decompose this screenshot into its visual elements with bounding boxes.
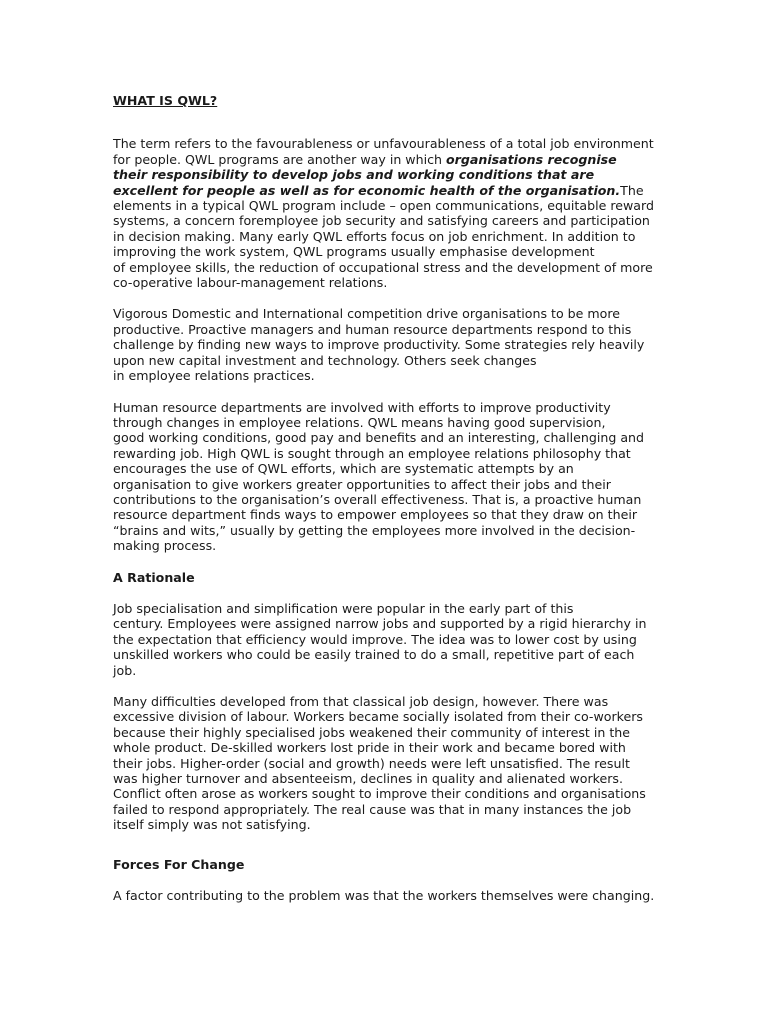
text-line: challenge by finding new ways to improve productivity. Some strategies rely heavily [113,337,645,353]
text-line: job. [113,662,137,678]
text-line: because their highly specialised jobs weakened their community of interest in the [113,724,631,740]
text-line: Many difficulties developed from that classical job design, however. There was [113,694,609,709]
paragraph-definition [113,136,658,290]
text-line: whole product. De-skilled workers lost pride in their work and became bored with [113,740,626,756]
text-line: “brains and wits,” usually by getting the employees more involved in the decision- [113,522,636,538]
text-line: Human resource departments are involved with efforts to improve productivity [113,399,611,415]
section-heading-forces: Forces For Change [113,856,245,872]
text-line: Conflict often arose as workers sought to improve their conditions and organisations [113,786,646,802]
text-line: century. Employees were assigned narrow jobs and supported by a rigid hierarchy in [113,616,647,632]
text-line: Job specialisation and simplification were popular in the early part of this [113,600,574,616]
text-line: The term refers to the favourableness or unfavourableness of a total job environment [113,136,654,152]
text-line: rewarding job. High QWL is sought through an employee relations philosophy that [113,445,631,461]
document-title: WHAT IS QWL? [113,93,218,108]
text-line: through changes in employee relations. QWL means having good supervision, [113,414,606,430]
text-line: of employee skills, the reduction of occupational stress and the development of more [113,259,653,275]
text-run: The [620,182,644,198]
text-line [113,152,658,167]
text-line: resource department finds ways to empower employees so that they draw on their [113,507,638,523]
text-line: was higher turnover and absenteeism, declines in quality and alienated workers. [113,771,623,787]
paragraph-forces [113,888,658,903]
text-line: productive. Proactive managers and human resource departments respond to this [113,321,632,337]
text-line: A factor contributing to the problem was that the workers themselves were changing. [113,888,655,904]
text-line: co-operative labour-management relations. [113,275,388,291]
text-line: in decision making. Many early QWL efforts focus on job enrichment. In addition to [113,228,636,244]
emphasis-line: their responsibility to develop jobs and working conditions that are [113,167,595,183]
document-page [113,93,658,903]
text-line [113,183,658,198]
text-line: Vigorous Domestic and International competition drive organisations to be more [113,306,621,322]
emphasis-text: excellent for people as well as for economic health of the organisation. [113,182,621,198]
text-line: unskilled workers who could be easily trained to do a small, repetitive part of each [113,647,635,663]
text-line: in employee relations practices. [113,368,315,384]
text-line: itself simply was not satisfying. [113,817,311,833]
paragraph-hr-departments [113,400,658,554]
paragraph-specialisation [113,601,658,678]
text-run: for people. QWL programs are another way in which [113,151,446,167]
text-line: failed to respond appropriately. The real cause was that in many instances the job [113,801,632,817]
text-line: elements in a typical QWL program include – open communications, equitable reward [113,198,654,214]
text-line: encourages the use of QWL efforts, which are systematic attempts by an [113,461,574,477]
text-line: the expectation that efficiency would improve. The idea was to lower cost by using [113,631,637,647]
paragraph-difficulties [113,694,658,833]
text-line: excessive division of labour. Workers became socially isolated from their co-workers [113,709,643,725]
text-line: good working conditions, good pay and benefits and an interesting, challenging and [113,430,645,446]
text-line: systems, a concern foremployee job security and satisfying careers and participation [113,213,650,229]
text-line: organisation to give workers greater opportunities to affect their jobs and their [113,476,611,492]
text-line: making process. [113,538,217,554]
emphasis-text: organisations recognise [446,151,617,167]
text-line: upon new capital investment and technology. Others seek changes [113,352,537,368]
text-line: improving the work system, QWL programs usually emphasise development [113,244,595,260]
text-line: contributions to the organisation’s overall effectiveness. That is, a proactive human [113,491,642,507]
section-heading-rationale: A Rationale [113,569,195,585]
text-line: their jobs. Higher-order (social and growth) needs were left unsatisfied. The result [113,755,630,771]
paragraph-competition [113,306,658,383]
